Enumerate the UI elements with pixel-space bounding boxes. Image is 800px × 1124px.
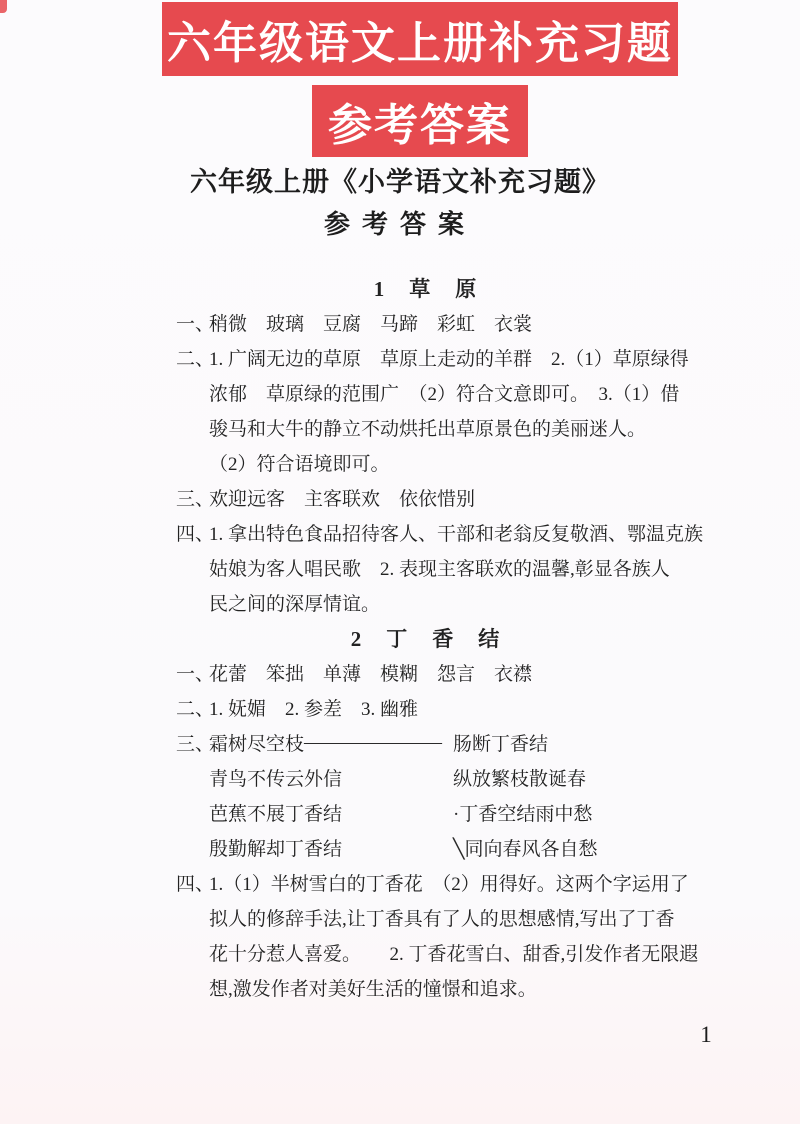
match-right: 肠断丁香结 [453,734,549,755]
item-marker: 二、 [176,699,215,720]
match-row [176,762,676,797]
match-pen-mark: · [453,804,460,825]
page-number: 1 [700,1022,712,1047]
answer-item [176,517,704,622]
answer-line: 姑娘为客人唱民歌 2. 表现主客联欢的温馨,彰显各族人 [209,559,670,580]
answer-line: （2）符合语境即可。 [209,454,390,475]
answer-item [176,867,699,1007]
answer-item [176,657,676,692]
main-title-banner [162,2,678,76]
answer-item [176,307,676,342]
answer-line: 欢迎远客 主客联欢 依依惜别 [209,489,476,510]
item-marker: 二、 [176,349,215,370]
match-left: 霜树尽空枝 [209,734,305,755]
answer-line: 花蕾 笨拙 单薄 模糊 怨言 衣襟 [209,664,533,685]
subtitle-text: 参考答案 [328,101,512,150]
answer-line: 1. 广阔无边的草原 草原上走动的羊群 2.（1）草原绿得 [209,349,689,370]
match-left: 殷勤解却丁香结 [209,839,343,860]
item-marker: 一、 [176,664,215,685]
item-marker: 三、 [176,489,215,510]
answer-line: 1.（1）半树雪白的丁香花 （2）用得好。这两个字运用了 [209,874,689,895]
answer-item [176,692,676,727]
item-marker: 三、 [176,734,215,755]
item-marker: 四、 [176,524,215,545]
match-right: 同向春风各自愁 [464,839,598,860]
match-row [176,832,676,867]
match-connector-line: ———————— [304,732,441,753]
match-right: 丁香空结雨中愁 [459,804,593,825]
answer-line: 花十分惹人喜爱。 2. 丁香花雪白、甜香,引发作者无限遐 [209,944,699,965]
match-left: 青鸟不传云外信 [209,769,343,790]
answer-item [176,342,689,482]
match-pen-mark: ╲ [453,839,465,860]
answer-line: 1. 拿出特色食品招待客人、干部和老翁反复敬酒、鄂温克族 [209,524,704,545]
answer-line: 1. 妩媚 2. 参差 3. 幽雅 [209,699,419,720]
match-right: 纵放繁枝散诞春 [453,769,587,790]
item-marker: 一、 [176,314,215,335]
answer-line: 拟人的修辞手法,让丁香具有了人的思想感情,写出了丁香 [209,909,675,930]
calligraphy-title: 六年级上册《小学语文补充习题》 [190,167,610,197]
answer-item [176,482,676,517]
calligraphy-subtitle: 参考答案 [323,210,476,239]
corner-red-mark [0,0,7,13]
answers-body [176,272,704,1007]
answer-line: 稍微 玻璃 豆腐 马蹄 彩虹 衣裳 [209,314,533,335]
answer-line: 浓郁 草原绿的范围广 （2）符合文意即可。 3.（1）借 [209,384,680,405]
section-heading-1: 1 草 原 [373,277,479,301]
match-row [176,727,676,762]
match-row [176,797,676,832]
answer-line: 骏马和大牛的静立不动烘托出草原景色的美丽迷人。 [209,419,647,440]
main-title-text: 六年级语文上册补充习题 [167,19,673,68]
section-heading-2: 2 丁 香 结 [350,627,502,651]
answer-line: 想,激发作者对美好生活的憧憬和追求。 [209,979,537,1000]
answer-item-matching [176,727,676,867]
item-marker: 四、 [176,874,215,895]
match-left: 芭蕉不展丁香结 [209,804,343,825]
answer-line: 民之间的深厚情谊。 [209,594,381,615]
subtitle-banner [312,85,528,157]
